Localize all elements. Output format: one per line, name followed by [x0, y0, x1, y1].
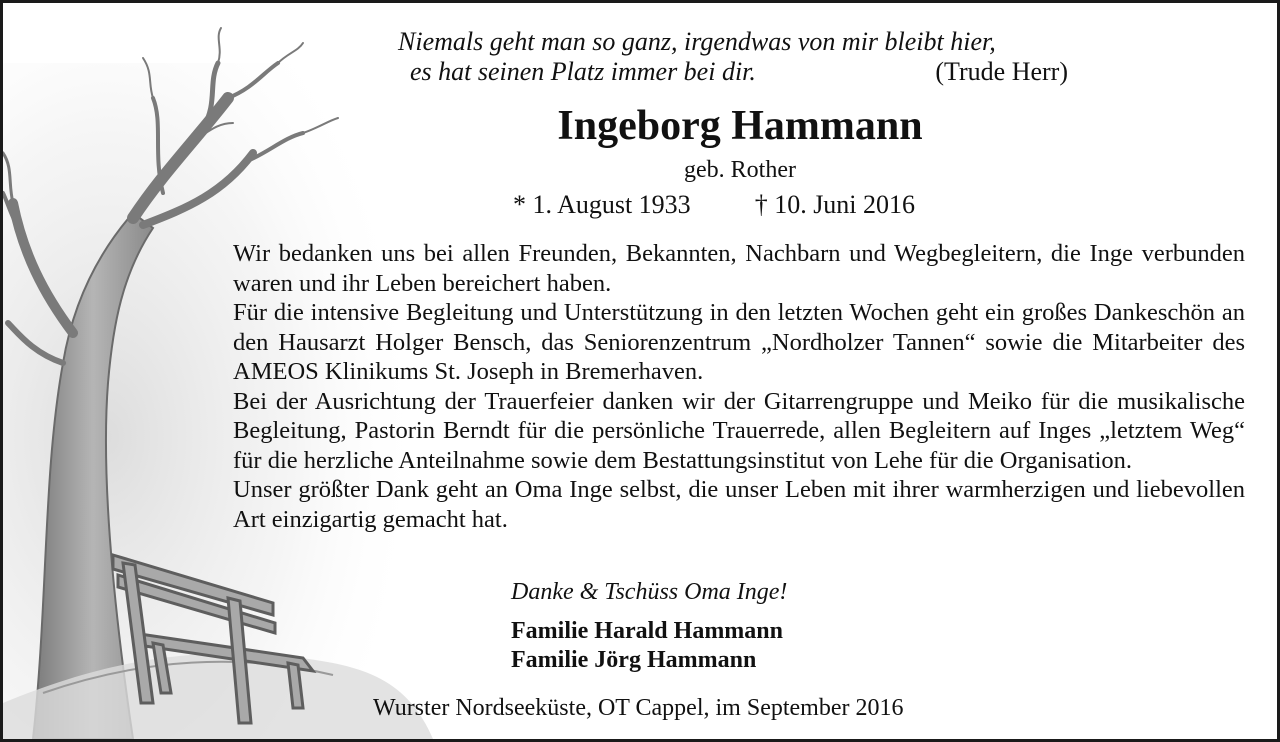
paragraph: Wir bedanken uns bei allen Freunden, Bekannten, Nachbarn und Wegbegleitern, die Inge verbunden waren und ihr Leben bereichert haben. — [233, 240, 1245, 297]
birth-date: * 1. August 1933 — [513, 190, 691, 219]
life-dates — [513, 189, 915, 221]
quote-author: (Trude Herr) — [935, 57, 1068, 86]
quote-line-1: Niemals geht man so ganz, irgendwas von mir bleibt hier, — [398, 27, 996, 56]
opening-quote — [398, 27, 1088, 87]
maiden-name: geb. Rother — [684, 157, 796, 183]
farewell-line: Danke & Tschüss Oma Inge! — [511, 579, 788, 605]
family-signatures — [511, 617, 783, 675]
quote-line-2: es hat seinen Platz immer bei dir. — [410, 57, 756, 86]
acknowledgement-text — [233, 239, 1245, 534]
family-name: Familie Harald Hammann — [511, 618, 783, 644]
paragraph: Unser größter Dank geht an Oma Inge selbst, die unser Leben mit ihrer warmherzigen und liebevollen Art einzigartig gemacht hat. — [233, 476, 1245, 533]
deceased-name: Ingeborg Hammann — [557, 103, 923, 149]
death-date: † 10. Juni 2016 — [754, 190, 916, 219]
family-name: Familie Jörg Hammann — [511, 647, 757, 673]
paragraph: Bei der Ausrichtung der Trauerfeier danken wir der Gitarrengruppe und Meiko für die musikalische Begleitung, Pastorin Berndt für die persönliche Trauerrede, allen Begleitern auf Inges „letztem Weg“ für die herzliche Anteilnahme sowie dem Bestattungsinstitut von Lehe für die Organisation. — [233, 387, 1245, 474]
paragraph: Für die intensive Begleitung und Unterstützung in den letzten Wochen geht ein großes Dankeschön an den Hausarzt Holger Bensch, das Seniorenzentrum „Nordholzer Tannen“ sowie die Mitarbeiter des AMEOS Klinikums St. Joseph in Bremerhaven. — [233, 299, 1245, 385]
place-and-date: Wurster Nordseeküste, OT Cappel, im September 2016 — [373, 695, 904, 721]
